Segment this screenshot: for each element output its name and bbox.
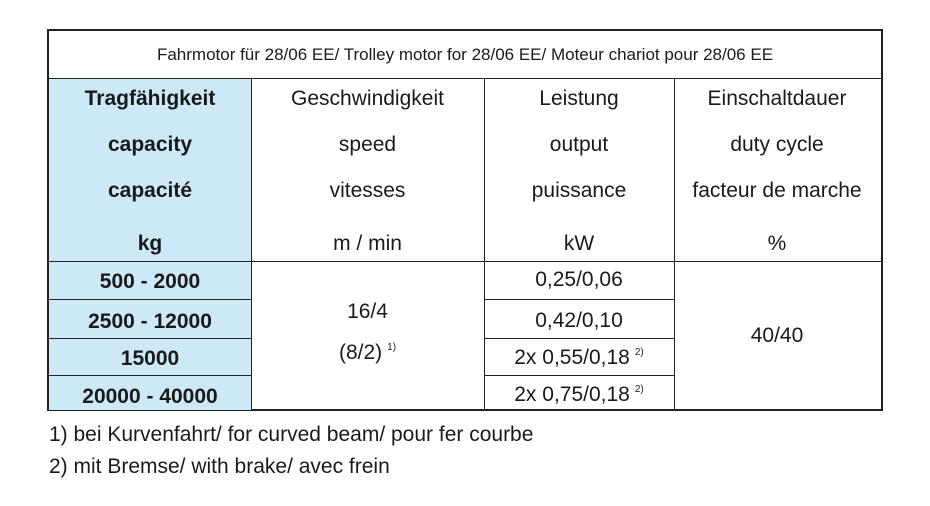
- header-capacity-unit: kg: [137, 232, 163, 255]
- capacity-value: 2500 - 12000: [88, 310, 212, 333]
- header-speed-fr: vitesses: [329, 179, 406, 202]
- header-duty-en: duty cycle: [730, 133, 824, 156]
- duty-cycle-value: 40/40: [750, 324, 804, 347]
- header-capacity-de: Tragfähigkeit: [84, 87, 216, 110]
- speed-value: 16/4: [347, 300, 388, 323]
- output-value: 0,42/0,10: [535, 309, 623, 332]
- divider: [49, 375, 251, 376]
- divider: [49, 261, 881, 262]
- header-speed-unit: m / min: [333, 232, 402, 255]
- header-output-en: output: [549, 133, 609, 156]
- header-speed-en: speed: [338, 133, 397, 156]
- capacity-value: 20000 - 40000: [82, 385, 218, 408]
- header-capacity-fr: capacité: [107, 179, 193, 202]
- footnote-ref: 2): [634, 384, 644, 395]
- header-output-de: Leistung: [539, 87, 619, 110]
- footnote-ref: 2): [634, 347, 644, 358]
- header-output-fr: puissance: [531, 179, 627, 202]
- divider: [49, 299, 251, 300]
- trolley-motor-table: [47, 29, 883, 411]
- output-value: 2x 0,55/0,18 $^{2)}$: [514, 346, 644, 369]
- capacity-value: 15000: [120, 347, 180, 370]
- divider: [484, 338, 674, 339]
- divider: [484, 375, 674, 376]
- capacity-value: 500 - 2000: [99, 270, 201, 293]
- footnote-1: 1) bei Kurvenfahrt/ for curved beam/ pour fer courbe: [49, 423, 534, 446]
- footnote-ref: 1): [387, 342, 397, 353]
- output-value: 0,25/0,06: [535, 268, 623, 291]
- divider: [484, 299, 674, 300]
- header-duty-de: Einschaltdauer: [707, 87, 847, 110]
- header-duty-fr: facteur de marche: [692, 179, 862, 202]
- header-capacity-en: capacity: [107, 133, 193, 156]
- header-output-unit: kW: [563, 232, 595, 255]
- table-title: Fahrmotor für 28/06 EE/ Trolley motor for 28/06 EE/ Moteur chariot pour 28/06 EE: [49, 31, 881, 79]
- header-duty-unit: %: [767, 232, 787, 255]
- footnote-2: 2) mit Bremse/ with brake/ avec frein: [49, 455, 390, 478]
- output-value: 2x 0,75/0,18 $^{2)}$: [514, 383, 644, 406]
- header-speed-de: Geschwindigkeit: [291, 87, 444, 110]
- divider: [49, 338, 251, 339]
- speed-alt-value: (8/2) $^{1)}$: [338, 341, 397, 364]
